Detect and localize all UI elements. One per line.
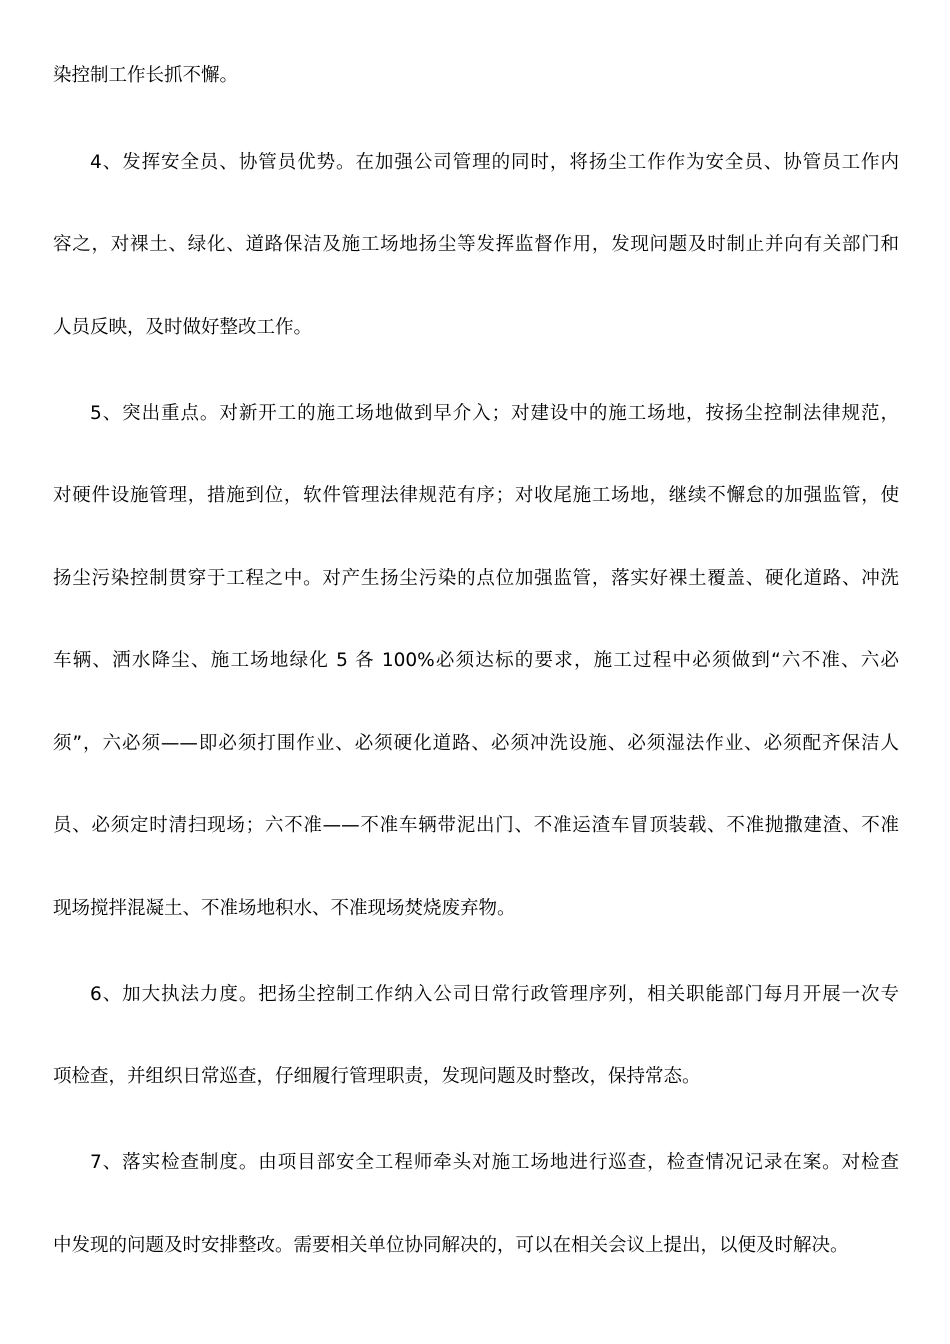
paragraph-line: 现场搅拌混凝土、不准场地积水、不准现场焚烧废弃物。 [53, 898, 516, 919]
paragraph-line: 项检查，并组织日常巡查，仔细履行管理职责，发现问题及时整改，保持常态。 [53, 1066, 701, 1087]
paragraph-line: 车辆、洒水降尘、施工场地绿化 5 各 100%必须达标的要求，施工过程中必须做到“六不准、六必 [53, 650, 899, 671]
paragraph-line: 须”，六必须——即必须打围作业、必须硬化道路、必须冲洗设施、必须湿法作业、必须配齐保洁人 [53, 733, 899, 754]
paragraph-line: 员、必须定时清扫现场；六不准——不准车辆带泥出门、不准运渣车冒顶装载、不准抛撒建渣、不准 [53, 815, 899, 836]
paragraph-line: 容之，对裸土、绿化、道路保洁及施工场地扬尘等发挥监督作用，发现问题及时制止并向有关部门和 [53, 234, 899, 255]
paragraph-line: 6、加大执法力度。把扬尘控制工作纳入公司日常行政管理序列，相关职能部门每月开展一次专 [90, 984, 899, 1005]
paragraph-line: 染控制工作长抓不懈。 [53, 65, 239, 86]
paragraph-line: 人员反映，及时做好整改工作。 [53, 317, 313, 338]
paragraph-line: 7、落实检查制度。由项目部安全工程师牵头对施工场地进行巡查，检查情况记录在案。对检查 [90, 1152, 899, 1173]
paragraph-line: 5、突出重点。对新开工的施工场地做到早介入；对建设中的施工场地，按扬尘控制法律规范， [90, 403, 899, 424]
paragraph-line: 中发现的问题及时安排整改。需要相关单位协同解决的，可以在相关会议上提出，以便及时解决。 [53, 1235, 849, 1256]
paragraph-line: 对硬件设施管理，措施到位，软件管理法律规范有序；对收尾施工场地，继续不懈怠的加强监管，使 [53, 485, 899, 506]
paragraph-line: 扬尘污染控制贯穿于工程之中。对产生扬尘污染的点位加强监管，落实好裸土覆盖、硬化道路、冲洗 [53, 568, 899, 589]
paragraph-line: 4、发挥安全员、协管员优势。在加强公司管理的同时，将扬尘工作作为安全员、协管员工作内 [90, 152, 899, 173]
